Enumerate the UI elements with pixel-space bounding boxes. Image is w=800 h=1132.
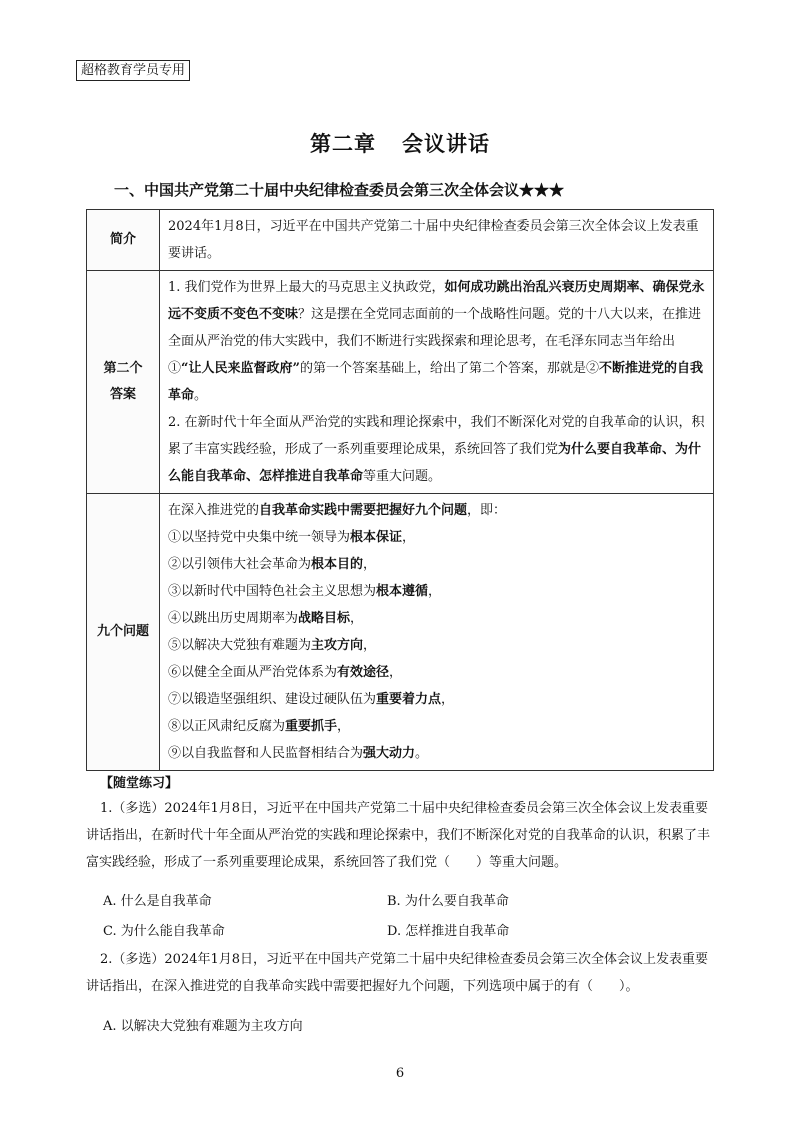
page-number: 6 [395, 1066, 405, 1081]
list-item: ②以引领伟大社会革命为根本目的， [168, 557, 377, 572]
answer-paragraph-1: 1. 我们党作为世界上最大的马克思主义执政党，如何成功跳出治乱兴衰历史周期率、确保党永远不变质不变色不变味？这是摆在全党同志面前的一个战略性问题。党的十八大以来，在推进全面从严治党的伟大实践中，我们不断进行实践探索和理论思考，在毛泽东同志当年给出①“让人民来监督政府”的第一个答案基础上，给出了第二个答案，那就是②不断推进党的自我革命。 [168, 280, 705, 403]
table-row-intro [87, 210, 714, 271]
q1-option-c: C. 为什么能自我革命 [103, 924, 225, 939]
answer-label: 第二个 答案 [87, 271, 160, 494]
chapter-title [0, 128, 800, 158]
chapter-number: 第二章 [310, 131, 376, 156]
list-item: ④以跳出历史周期率为战略目标， [168, 611, 364, 626]
list-item: ⑨以自我监督和人民监督相结合为强大动力。 [168, 746, 429, 761]
summary-table [86, 209, 714, 771]
list-item: ③以新时代中国特色社会主义思想为根本遵循， [168, 584, 442, 599]
practice-heading: 【随堂练习】 [100, 776, 179, 791]
q1-option-d: D. 怎样推进自我革命 [387, 924, 510, 939]
intro-label: 简介 [87, 210, 160, 271]
list-item: ⑦以锻造坚强组织、建设过硬队伍为重要着力点， [168, 692, 455, 707]
section-title: 一、中国共产党第二十届中央纪律检查委员会第三次全体会议★★★ [114, 181, 565, 199]
question-2: 2.（多选）2024年1月8日，习近平在中国共产党第二十届中央纪律检查委员会第三次全体会议上发表重要讲话指出，在深入推进党的自我革命实践中需要把握好九个问题，下列选项中属于的有（ ）。 [86, 952, 709, 994]
intro-content [160, 210, 714, 271]
list-item: ⑧以正风肃纪反腐为重要抓手， [168, 719, 351, 734]
q2-option-a: A. 以解决大党独有难题为主攻方向 [103, 1019, 303, 1034]
question-1: 1.（多选）2024年1月8日，习近平在中国共产党第二十届中央纪律检查委员会第三次全体会议上发表重要讲话指出，在新时代十年全面从严治党的实践和理论探索中，我们不断深化对党的自我革命的认识，积累了丰富实践经验，形成了一系列重要理论成果，系统回答了我们党（ ）等重大问题。 [86, 801, 711, 870]
nine-issues-content [160, 494, 714, 771]
q1-option-b: B. 为什么要自我革命 [387, 894, 509, 909]
answer-paragraph-2: 2. 在新时代十年全面从严治党的实践和理论探索中，我们不断深化对党的自我革命的认识，积累了丰富实践经验，形成了一系列重要理论成果，系统回答了我们党为什么要自我革命、为什么能自我革命、怎样推进自我革命等重大问题。 [168, 415, 705, 484]
header-tag: 超格教育学员专用 [76, 60, 190, 81]
table-row-nine-issues [87, 494, 714, 771]
intro-text: 2024年1月8日，习近平在中国共产党第二十届中央纪律检查委员会第三次全体会议上发表重要讲话。 [168, 219, 699, 261]
list-item: ①以坚持党中央集中统一领导为根本保证， [168, 530, 416, 545]
chapter-name: 会议讲话 [402, 131, 490, 156]
q1-option-a: A. 什么是自我革命 [103, 894, 212, 909]
nine-issues-label: 九个问题 [87, 494, 160, 771]
answer-content [160, 271, 714, 494]
list-item: ⑤以解决大党独有难题为主攻方向， [168, 638, 377, 653]
nine-issues-intro: 在深入推进党的自我革命实践中需要把握好九个问题，即： [168, 503, 507, 518]
list-item: ⑥以健全全面从严治党体系为有效途径， [168, 665, 403, 680]
table-row-answer [87, 271, 714, 494]
